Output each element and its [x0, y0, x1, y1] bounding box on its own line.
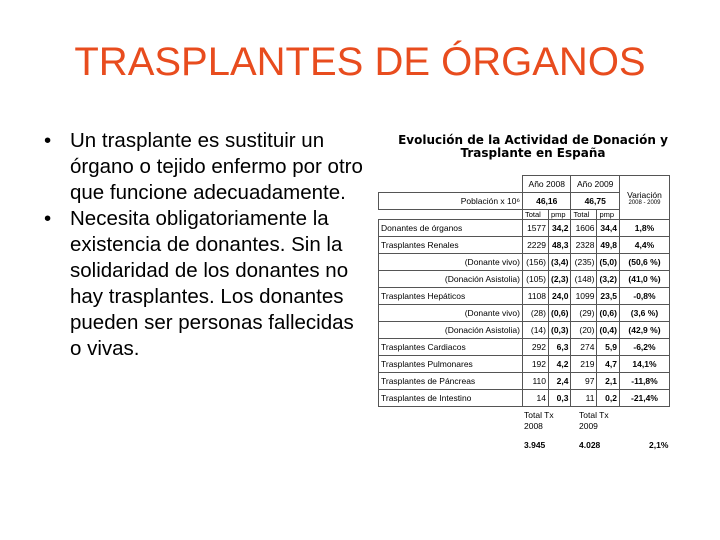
row-label: Trasplantes Hepáticos: [379, 288, 523, 305]
row-label: Trasplantes Renales: [379, 237, 523, 254]
variation-cell: -21,4%: [619, 390, 669, 407]
variacion-label: Variación: [627, 189, 662, 200]
table-row: [379, 254, 670, 271]
pmp-2008-cell: (2,3): [549, 271, 571, 288]
variation-cell: -6,2%: [619, 339, 669, 356]
total-2009-cell: 1099: [571, 288, 597, 305]
pmp-2009-cell: 23,5: [597, 288, 619, 305]
poblacion-2009: 46,75: [571, 193, 619, 210]
variation-cell: -11,8%: [619, 373, 669, 390]
pmp-2008-cell: 2,4: [549, 373, 571, 390]
table-title: [380, 134, 686, 160]
table-body: [379, 220, 670, 407]
pmp-2009-cell: 34,4: [597, 220, 619, 237]
pmp-2009-cell: (0,6): [597, 305, 619, 322]
row-label: Trasplantes Pulmonares: [379, 356, 523, 373]
pmp-2009-cell: 49,8: [597, 237, 619, 254]
variation-cell: 4,4%: [619, 237, 669, 254]
total-2009-cell: (235): [571, 254, 597, 271]
pmp-2008-cell: (0,3): [549, 322, 571, 339]
year-2008-header: Año 2008: [523, 176, 571, 193]
row-label: (Donante vivo): [379, 305, 523, 322]
total-2008-cell: 1108: [523, 288, 549, 305]
total-header: Total: [571, 210, 597, 220]
variation-cell: (50,6 %): [619, 254, 669, 271]
pmp-2008-cell: (0,6): [549, 305, 571, 322]
pmp-2008-cell: 24,0: [549, 288, 571, 305]
variation-cell: 14,1%: [619, 356, 669, 373]
bullet-text: Un trasplante es sustituir un órgano o tejido enfermo por otro que funcione adecuadamente.: [70, 129, 363, 204]
total-2008-cell: 192: [523, 356, 549, 373]
table-row: [379, 305, 670, 322]
variation-cell: 1,8%: [619, 220, 669, 237]
data-table: [378, 175, 670, 407]
table-row: [379, 339, 670, 356]
total-header: Total: [523, 210, 549, 220]
total-2009-cell: (20): [571, 322, 597, 339]
bullet-item: [28, 206, 363, 362]
pmp-2009-cell: 4,7: [597, 356, 619, 373]
pmp-header: pmp: [549, 210, 571, 220]
total-2009-cell: 274: [571, 339, 597, 356]
total-2008-cell: (105): [523, 271, 549, 288]
total-2009-year: 2009: [579, 421, 598, 431]
total-2008-cell: 1577: [523, 220, 549, 237]
table-row: [379, 220, 670, 237]
variacion-sublabel: 2008 - 2009: [628, 199, 661, 206]
total-2008-cell: (28): [523, 305, 549, 322]
total-2008-cell: 292: [523, 339, 549, 356]
variation-cell: (3,6 %): [619, 305, 669, 322]
poblacion-2008: 46,16: [523, 193, 571, 210]
bullet-text: Necesita obligatoriamente la existencia de donantes. Sin la solidaridad de los donantes no hay trasplantes. Los donantes pueden ser personas fallecidas o vivas.: [70, 207, 354, 360]
total-2008-label: Total Tx: [524, 410, 554, 420]
bullet-glyph: •: [44, 207, 52, 230]
pmp-2009-cell: 2,1: [597, 373, 619, 390]
total-2009-cell: 2328: [571, 237, 597, 254]
row-label: (Donación Asistolia): [379, 271, 523, 288]
slide-title: TRASPLANTES DE ÓRGANOS: [74, 40, 646, 84]
variation-cell: (42,9 %): [619, 322, 669, 339]
pmp-2008-cell: 48,3: [549, 237, 571, 254]
table-title-line1: Evolución de la Actividad de Donación y: [398, 133, 668, 147]
row-label: Trasplantes de Páncreas: [379, 373, 523, 390]
row-label: Trasplantes Cardiacos: [379, 339, 523, 356]
table-row: [379, 271, 670, 288]
total-2008-cell: (156): [523, 254, 549, 271]
year-2009-header: Año 2009: [571, 176, 619, 193]
table-row: [379, 288, 670, 305]
variation-cell: (41,0 %): [619, 271, 669, 288]
total-2009-cell: (148): [571, 271, 597, 288]
table-row: [379, 322, 670, 339]
variation-cell: -0,8%: [619, 288, 669, 305]
total-2009-cell: 11: [571, 390, 597, 407]
pmp-2008-cell: 0,3: [549, 390, 571, 407]
total-2008-cell: 14: [523, 390, 549, 407]
table-row: [379, 390, 670, 407]
pmp-2008-cell: 4,2: [549, 356, 571, 373]
total-2009-cell: (29): [571, 305, 597, 322]
total-variation-value: 2,1%: [649, 440, 669, 450]
poblacion-label: Población x 10⁶: [379, 193, 523, 210]
total-2009-cell: 97: [571, 373, 597, 390]
row-label: Trasplantes de Intestino: [379, 390, 523, 407]
pmp-2009-cell: 5,9: [597, 339, 619, 356]
pmp-header: pmp: [597, 210, 619, 220]
table-header-row: [379, 176, 670, 193]
total-2008-value: 3.945: [524, 440, 546, 450]
total-2008-cell: 110: [523, 373, 549, 390]
total-2009-cell: 219: [571, 356, 597, 373]
total-2009-value: 4.028: [579, 440, 601, 450]
table-row: [379, 373, 670, 390]
total-2008-cell: (14): [523, 322, 549, 339]
bullet-item: [28, 128, 363, 206]
pmp-2009-cell: (3,2): [597, 271, 619, 288]
table-row: [379, 237, 670, 254]
variacion-header: [619, 176, 669, 220]
subheader-empty-cell: [379, 210, 523, 220]
bullet-glyph: •: [44, 129, 52, 152]
total-2009-cell: 1606: [571, 220, 597, 237]
table-title-line2: Trasplante en España: [460, 146, 606, 160]
table-row: [379, 356, 670, 373]
pmp-2009-cell: 0,2: [597, 390, 619, 407]
total-2008-cell: 2229: [523, 237, 549, 254]
pmp-2008-cell: (3,4): [549, 254, 571, 271]
row-label: Donantes de órganos: [379, 220, 523, 237]
row-label: (Donación Asistolia): [379, 322, 523, 339]
pmp-2009-cell: (0,4): [597, 322, 619, 339]
row-label: (Donante vivo): [379, 254, 523, 271]
pmp-2008-cell: 6,3: [549, 339, 571, 356]
total-2008-year: 2008: [524, 421, 543, 431]
header-empty-cell: [379, 176, 523, 193]
pmp-2008-cell: 34,2: [549, 220, 571, 237]
total-2009-label: Total Tx: [579, 410, 609, 420]
pmp-2009-cell: (5,0): [597, 254, 619, 271]
bullet-list: [28, 128, 363, 362]
